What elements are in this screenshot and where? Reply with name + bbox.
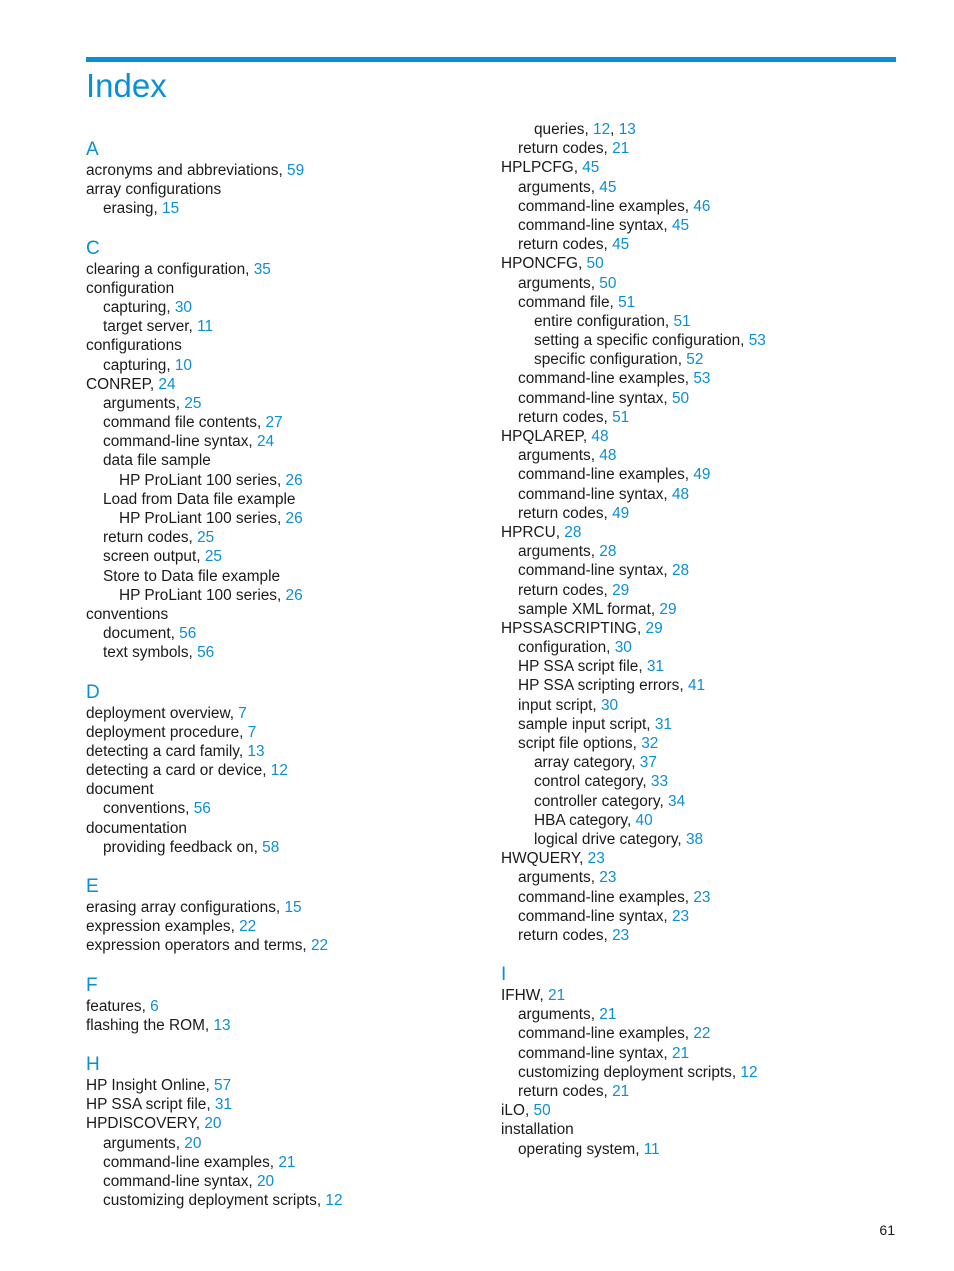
page-link[interactable]: 20 [204,1115,222,1133]
index-entry [501,986,901,1005]
index-term: document [86,781,154,799]
page-link[interactable]: 23 [599,869,617,887]
index-entry [501,868,901,887]
index-entry [86,199,486,218]
page-link[interactable]: 50 [599,274,617,292]
index-term: HWQUERY, [501,850,588,868]
index-entry [86,1134,486,1153]
page-link[interactable]: 45 [671,216,690,234]
section-gap [86,219,486,237]
index-term: iLO, [501,1102,534,1120]
index-entry [501,1024,901,1043]
page-link[interactable]: 23 [693,888,711,906]
index-entry [86,819,486,838]
index-entry [86,471,486,490]
page-link[interactable]: 21 [599,1006,617,1024]
index-term: configuration [86,279,175,297]
index-entry [501,523,901,542]
index-entry [501,753,901,772]
page-link[interactable]: 10 [174,356,192,374]
index-term: Store to Data file example [103,567,281,585]
page-link[interactable]: 52 [686,351,704,369]
index-term: controller category, [534,792,669,810]
index-term: HP SSA script file, [86,1096,215,1114]
index-entry [501,427,901,446]
index-entry [501,254,901,273]
page-link[interactable]: 12 [325,1192,343,1210]
index-entry [86,723,486,742]
index-term: HPONCFG, [501,255,587,273]
index-term: arguments, [518,869,600,887]
index-entry [86,432,486,451]
page-link[interactable]: 15 [284,899,302,916]
index-term: expression operators and terms, [86,937,311,955]
page-link[interactable]: 32 [641,735,659,752]
index-entry [501,1005,901,1024]
index-letter-heading: F [86,974,98,996]
index-entry [501,830,901,849]
page-link[interactable]: 34 [668,792,686,810]
index-term: arguments, [518,447,600,465]
index-term: HPLPCFG, [501,159,583,177]
index-term: configuration, [518,639,615,657]
index-entry [86,643,486,662]
page-link[interactable]: 20 [256,1172,275,1190]
page-link[interactable]: 12 [740,1063,758,1081]
page-link[interactable]: 33 [650,773,669,791]
index-entry [501,619,901,638]
index-term: text symbols, [103,644,198,662]
index-entry [501,274,901,293]
index-term: conventions [86,605,169,623]
index-term: capturing, [103,298,175,316]
index-term: command-line examples, [518,466,694,484]
index-entry [86,780,486,799]
index-term: sample XML format, [518,600,660,618]
index-term: command-line examples, [518,1025,694,1043]
page-link[interactable]: 30 [614,639,632,657]
index-term: arguments, [103,394,185,412]
index-term: script file options, [518,735,642,752]
index-term: HP SSA scripting errors, [518,677,688,695]
page-link[interactable]: 45 [612,236,630,254]
index-entry [501,1063,901,1082]
index-entry [86,1016,486,1035]
page-link[interactable]: 21 [278,1153,296,1171]
page-link[interactable]: 50 [671,389,690,407]
index-entry [501,715,901,734]
index-term: return codes, [518,236,613,254]
index-entry [86,375,486,394]
page-link[interactable]: 13 [618,121,636,138]
index-term: customizing deployment scripts, [518,1063,741,1081]
index-term: array category, [534,754,640,772]
page-link[interactable]: 56 [197,644,215,662]
page-link[interactable]: 23 [671,907,690,925]
index-entry [501,216,901,235]
index-term: HBA category, [534,811,636,829]
page-link[interactable]: 40 [635,811,653,829]
index-entry [86,567,486,586]
page-link[interactable]: 31 [214,1096,232,1114]
page-link[interactable]: 31 [654,715,672,733]
index-entry [501,369,901,388]
page-link[interactable]: 38 [685,830,704,848]
page-link[interactable]: 23 [587,850,605,868]
index-term: return codes, [518,926,613,944]
index-entry [501,849,901,868]
index-entry [501,446,901,465]
index-term: arguments, [518,178,600,196]
index-entry [86,761,486,780]
index-term: control category, [534,773,651,791]
index-entry [86,936,486,955]
index-term: erasing array configurations, [86,899,285,916]
index-term: logical drive category, [534,830,686,848]
index-entry [501,638,901,657]
index-entry [86,586,486,605]
page-link[interactable]: 28 [564,523,582,541]
index-entry [501,1082,901,1101]
index-entry [501,350,901,369]
index-term: deployment procedure, [86,723,248,741]
section-gap [86,1035,486,1053]
index-letter-heading: D [86,681,100,703]
index-entry [501,888,901,907]
page-link[interactable]: 29 [645,619,663,637]
index-letter-heading: I [501,964,507,986]
index-term: command-line examples, [518,197,694,215]
index-term: return codes, [518,1083,613,1100]
index-entry [86,413,486,432]
index-term: queries, [534,121,594,138]
page-link[interactable]: 25 [197,529,215,547]
index-entry [501,293,901,312]
index-term: capturing, [103,356,175,374]
index-entry [86,528,486,547]
page-link[interactable]: 30 [600,696,619,714]
page-link[interactable]: 25 [184,394,202,412]
index-entry [86,298,486,317]
index-entry [86,838,486,857]
index-entry [501,158,901,177]
section-gap [86,663,486,681]
index-entry [501,1101,901,1120]
index-term: acronyms and abbreviations, [86,162,288,179]
index-term: HP Insight Online, [86,1076,215,1094]
page-link[interactable]: 46 [693,197,711,215]
index-entry [501,465,901,484]
index-entry [86,1191,486,1210]
index-entry [501,197,901,216]
page-link[interactable]: 48 [591,428,609,445]
index-term: HP ProLiant 100 series, [119,586,286,604]
index-entry [501,331,901,350]
index-entry [86,704,486,723]
index-term: deployment overview, [86,704,239,722]
index-term: command-line syntax, [518,485,672,503]
page-link[interactable]: 22 [310,937,329,955]
page-link[interactable]: 7 [247,723,257,741]
index-entry [86,161,486,180]
page-link[interactable]: 48 [599,447,617,465]
page-link[interactable]: 12 [270,762,288,780]
page-link[interactable]: 30 [174,298,192,316]
index-letter-heading: H [86,1053,100,1075]
index-term: erasing, [103,200,163,218]
index-term: CONREP, [86,375,159,393]
index-term: return codes, [518,408,613,426]
index-entry [501,676,901,695]
index-entry [86,799,486,818]
page-link[interactable]: 45 [599,178,617,196]
index-entry [86,898,486,917]
page-link[interactable]: 21 [612,140,630,158]
index-term: return codes, [518,581,613,599]
index-entry [501,1120,901,1139]
index-term: installation [501,1121,574,1139]
index-entry [501,561,901,580]
index-letter-heading: C [86,237,100,259]
page-link[interactable]: 22 [239,918,257,936]
index-term: command file, [518,293,619,311]
index-entry [86,451,486,470]
index-entry [501,600,901,619]
index-term: command-line syntax, [518,562,672,580]
index-entry [86,1095,486,1114]
page-link[interactable]: 56 [179,625,197,643]
index-term: clearing a configuration, [86,260,254,278]
index-term: arguments, [518,1006,600,1024]
page-link[interactable]: 28 [599,543,617,561]
index-entry [86,742,486,761]
page-link[interactable]: 24 [158,375,176,393]
index-entry [501,139,901,158]
index-entry [501,907,901,926]
page-link[interactable]: 48 [671,485,690,503]
index-term: IFHW, [501,987,549,1005]
index-entry [501,408,901,427]
index-term: operating system, [518,1140,644,1158]
index-term: array configurations [86,181,222,199]
index-term: HPRCU, [501,523,565,541]
index-term: sample input script, [518,715,655,733]
index-term: command-line syntax, [103,1172,257,1190]
page-link[interactable]: 56 [193,800,211,818]
page-link[interactable]: 13 [247,742,265,760]
index-entry [86,1114,486,1133]
page-link[interactable]: 21 [671,1044,690,1062]
index-entry [86,1076,486,1095]
page-number: 61 [879,1222,895,1238]
index-entry [86,1153,486,1172]
page-link[interactable]: 21 [612,1083,630,1100]
page-link[interactable]: 26 [285,586,303,604]
index-entry [86,605,486,624]
index-term: command-line examples, [103,1153,279,1171]
index-term: command-line syntax, [518,216,672,234]
page-link[interactable]: 51 [618,293,636,311]
index-term: flashing the ROM, [86,1016,214,1034]
index-entry [501,926,901,945]
index-term: command-line syntax, [518,907,672,925]
page-link[interactable]: 13 [213,1016,231,1034]
page-link[interactable]: 50 [586,255,604,273]
index-term: command-line syntax, [103,433,257,451]
index-term: detecting a card family, [86,742,248,760]
index-entry [501,504,901,523]
index-column-right [501,120,901,1159]
index-term: command-line examples, [518,370,694,388]
index-entry [501,542,901,561]
index-term: setting a specific configuration, [534,332,749,350]
index-entry [86,997,486,1016]
page-link[interactable]: 58 [262,838,280,856]
index-term: HPQLAREP, [501,428,592,445]
index-entry [86,279,486,298]
index-entry [501,696,901,715]
page-link[interactable]: 35 [253,260,271,278]
index-entry [86,509,486,528]
page-link[interactable]: 49 [612,504,630,522]
page-link[interactable]: 45 [582,159,600,177]
index-term: return codes, [103,529,198,547]
page-link[interactable]: 26 [285,510,303,527]
page-link[interactable]: 31 [646,658,664,676]
page-link[interactable]: 29 [659,600,677,618]
index-term: HP ProLiant 100 series, [119,510,286,527]
index-entry [501,792,901,811]
page-link[interactable]: 57 [214,1076,232,1094]
index-entry [86,356,486,375]
page-link[interactable]: 49 [693,466,711,484]
section-gap [501,945,901,963]
index-term: HP SSA script file, [518,658,647,676]
index-term: providing feedback on, [103,838,263,856]
index-entry [501,178,901,197]
page-link[interactable]: 24 [256,433,275,451]
page-link[interactable]: 23 [612,926,630,944]
index-entry [501,1044,901,1063]
index-term: command-line syntax, [518,389,672,407]
index-term: Load from Data file example [103,490,296,508]
page-link[interactable]: 12 [593,121,611,138]
page-link[interactable]: 7 [238,704,247,722]
page-link[interactable]: 11 [197,318,214,336]
index-term: return codes, [518,504,613,522]
page-title: Index [86,67,167,104]
header-rule [86,57,896,62]
index-term: arguments, [518,543,600,561]
page-link[interactable]: 53 [693,370,711,388]
page-link[interactable]: 59 [287,162,305,179]
page-link[interactable]: 20 [184,1134,202,1152]
page-link[interactable]: 29 [612,581,630,599]
index-term: detecting a card or device, [86,762,271,780]
page-link[interactable]: 51 [612,408,630,426]
page-link[interactable]: 22 [693,1025,711,1043]
index-entry [501,485,901,504]
index-entry [501,657,901,676]
index-entry [86,260,486,279]
index-term: arguments, [518,274,600,292]
index-entry [501,581,901,600]
page-link[interactable]: 25 [204,548,222,566]
page-link[interactable]: 28 [671,562,690,580]
index-term: HP ProLiant 100 series, [119,471,286,489]
section-gap [86,857,486,875]
index-entry [86,917,486,936]
index-term: command-line examples, [518,888,694,906]
page-link[interactable]: 11 [643,1140,660,1158]
index-term: documentation [86,819,187,837]
index-entry [86,490,486,509]
index-entry [501,811,901,830]
index-term: return codes, [518,140,613,158]
index-letter-heading: A [86,139,99,160]
index-entry: queries, 12, 13 [534,121,636,138]
index-term: entire configuration, [534,312,674,330]
index-term: expression examples, [86,918,240,936]
index-entry [86,336,486,355]
index-entry [86,180,486,199]
index-term: configurations [86,337,182,355]
page-link[interactable]: 15 [162,200,180,218]
page-link[interactable]: 50 [533,1102,551,1120]
index-term: document, [103,625,180,643]
index-entry [501,772,901,791]
page-link[interactable]: 51 [673,312,691,330]
index-term: features, [86,997,151,1015]
index-entry [86,624,486,643]
index-column-left [86,138,486,1210]
page-link[interactable]: 6 [150,997,159,1015]
index-entry [501,312,901,331]
index-entry [86,394,486,413]
index-letter-heading: E [86,876,99,897]
section-gap [86,956,486,974]
index-term: target server, [103,318,198,336]
index-entry [501,734,901,753]
index-entry [86,547,486,566]
index-term: screen output, [103,548,205,566]
index-term: arguments, [103,1134,185,1152]
index-term: conventions, [103,800,194,818]
index-entry [501,389,901,408]
index-term: data file sample [103,452,211,470]
index-term: HPSSASCRIPTING, [501,619,646,637]
index-entry [86,317,486,336]
page-link[interactable]: 37 [639,754,657,772]
index-term: command-line syntax, [518,1044,672,1062]
page-link[interactable]: 41 [687,677,706,695]
index-term: HPDISCOVERY, [86,1115,205,1133]
index-term: input script, [518,696,601,714]
index-term: specific configuration, [534,351,687,369]
page-link[interactable]: 27 [265,414,283,432]
index-term: command file contents, [103,414,266,432]
page-link[interactable]: 53 [748,332,766,350]
page-link[interactable]: 21 [548,987,566,1005]
index-entry [86,1172,486,1191]
index-entry [501,1140,901,1159]
index-entry [501,235,901,254]
page-link[interactable]: 26 [285,471,303,489]
index-term: customizing deployment scripts, [103,1192,326,1210]
